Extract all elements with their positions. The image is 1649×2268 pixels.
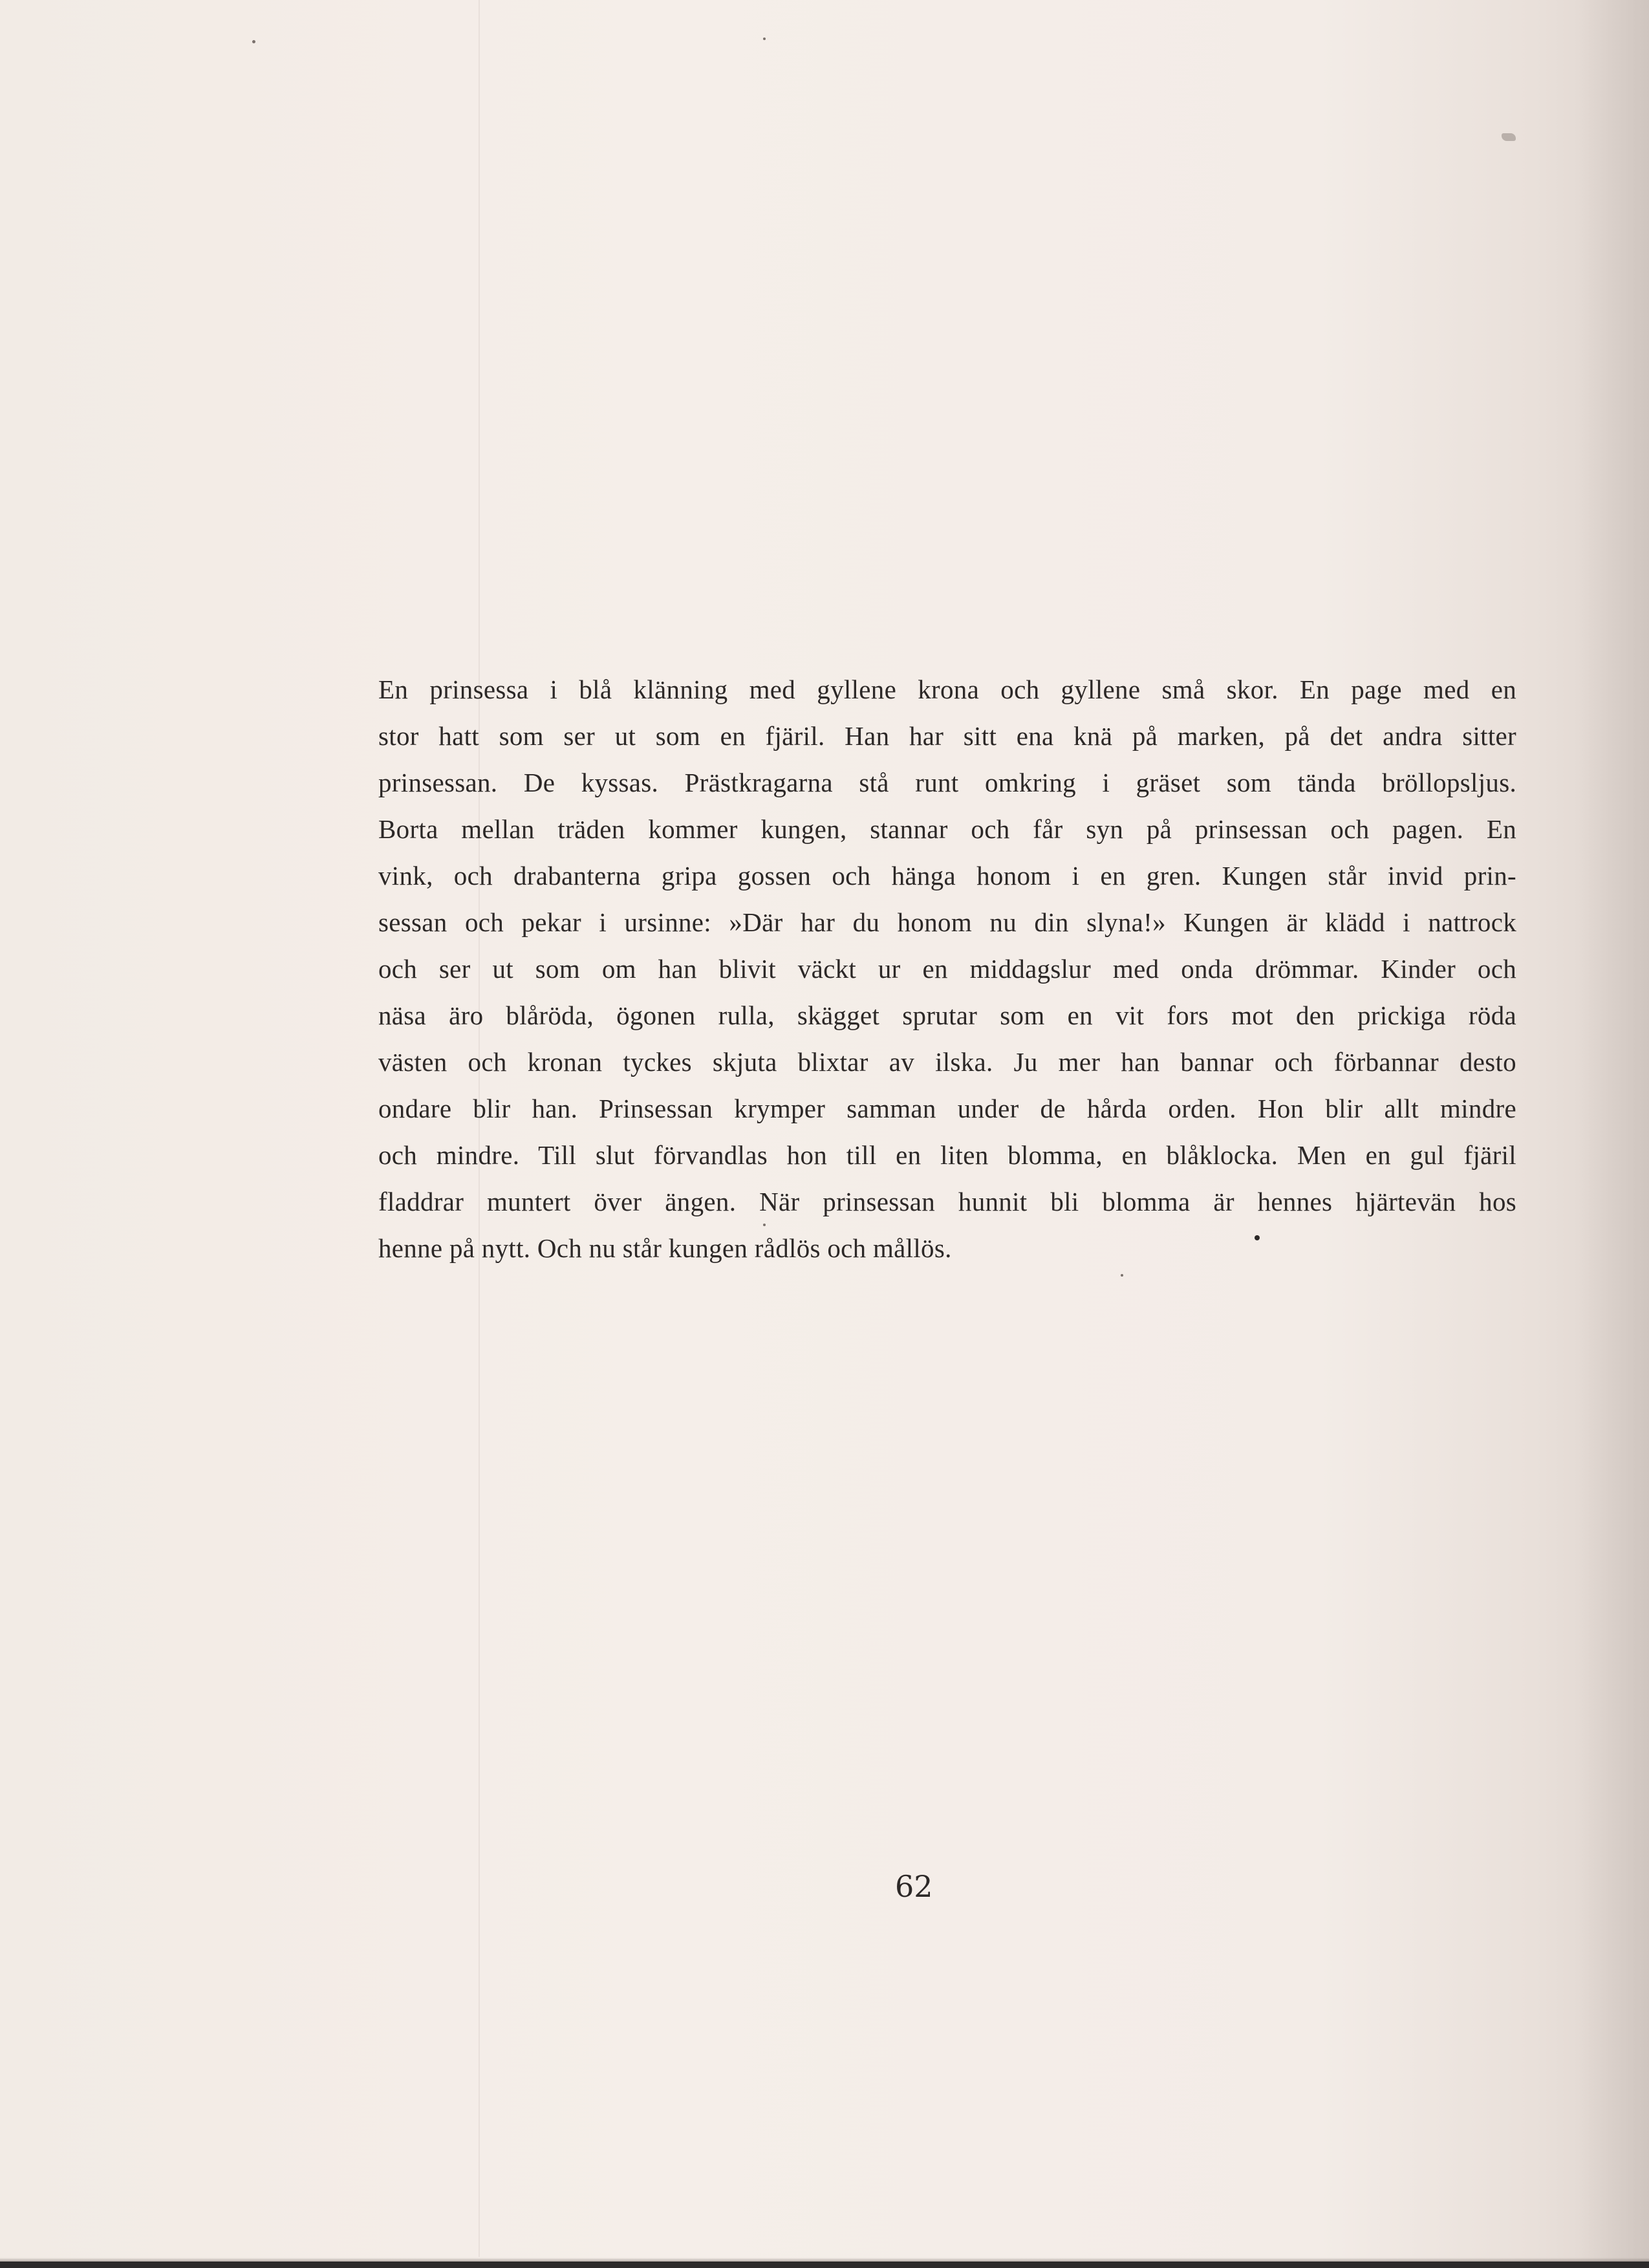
dust-speck <box>1121 1274 1123 1277</box>
text-line-last: henne på nytt. Och nu står kungen rådlös och mållös. <box>378 1233 952 1263</box>
page-number: 62 <box>895 1869 933 1904</box>
text-line: näsa äro blåröda, ögonen rulla, skägget sprutar som en vit fors mot den prickiga röda <box>378 1000 1516 1030</box>
text-line: Borta mellan träden kommer kungen, stannar och får syn på prinsessan och pagen. En <box>378 814 1516 844</box>
text-line: och mindre. Till slut förvandlas hon till en liten blomma, en blåklocka. Men en gul fjäril <box>378 1140 1516 1170</box>
dust-speck <box>763 38 766 40</box>
text-line: västen och kronan tyckes skjuta blixtar av ilska. Ju mer han bannar och förbannar desto <box>378 1047 1516 1077</box>
text-line: prinsessan. De kyssas. Prästkragarna stå runt omkring i gräset som tända bröllopsljus. <box>378 768 1516 797</box>
text-line: fladdrar muntert över ängen. När prinsessan hunnit bli blomma är hennes hjärtevän hos <box>378 1187 1516 1216</box>
paper-smudge <box>1502 133 1516 141</box>
text-line: vink, och drabanterna gripa gossen och hänga honom i en gren. Kungen står invid prin- <box>378 861 1516 891</box>
text-line: stor hatt som ser ut som en fjäril. Han har sitt ena knä på marken, på det andra sitter <box>378 721 1516 751</box>
scan-edge-shadow <box>1578 0 1649 2268</box>
ink-dot <box>1255 1235 1260 1240</box>
dust-speck <box>252 40 255 43</box>
text-line: och ser ut som om han blivit väckt ur en middagslur med onda drömmar. Kinder och <box>378 954 1516 984</box>
text-line: sessan och pekar i ursinne: »Där har du honom nu din slyna!» Kungen är klädd i nattrock <box>378 907 1516 937</box>
text-line: ondare blir han. Prinsessan krymper samman under de hårda orden. Hon blir allt mindre <box>378 1094 1516 1123</box>
scanner-bottom-edge <box>0 2262 1649 2268</box>
text-line: En prinsessa i blå klänning med gyllene krona och gyllene små skor. En page med en <box>378 675 1516 704</box>
